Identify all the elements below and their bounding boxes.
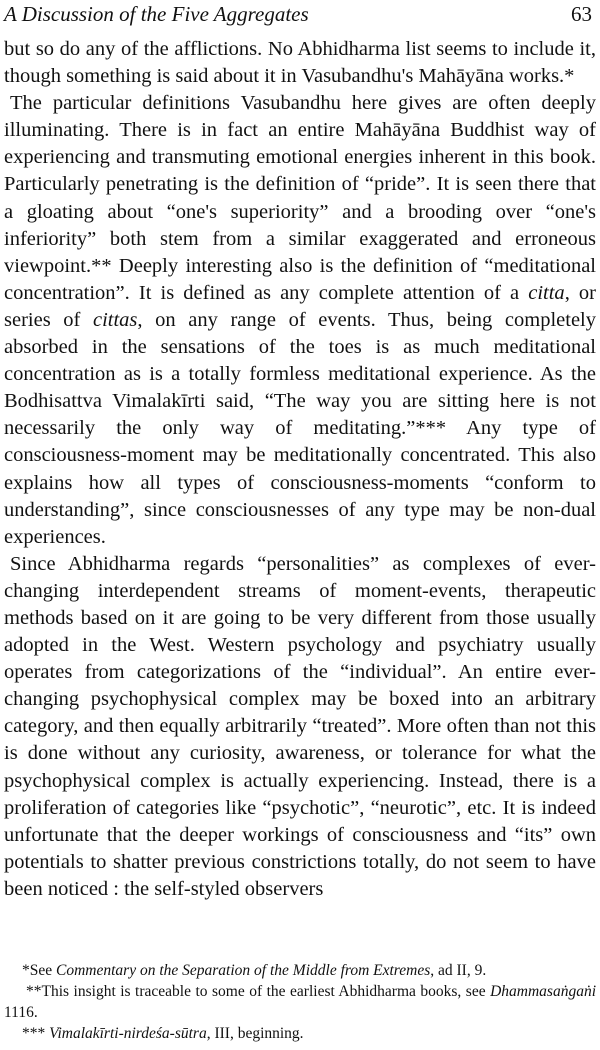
paragraph-text: The particular definitions Vasubandhu here gives are often deeply illuminating. There is in fact an entire Mahāyāna Buddhist way of experiencing and transmuting emotional energies inherent in this book. Particularly penetrating is the definition of “pride”. It is seen there that a gloating about “one's superiority” and a brooding over “one's inferiority” both stem from a similar exaggerated and erroneous viewpoint.** Deeply interesting also is the definition of “meditational concentration”. It is defined as any complete attention of a bbox=[4, 92, 596, 304]
footnote-title: Vimalakīrti-nirdeśa-sūtra bbox=[49, 1025, 207, 1042]
footnote-3 bbox=[4, 1023, 596, 1044]
paragraph-text: , on any range of events. Thus, being completely absorbed in the sensations of the toes is as much meditational concentration as is a totally formless meditational experience. As the Bodhisattva Vimalakīrti said, “The way you are sitting here is not necessarily the only way of meditating.”*** Any type of consciousness-moment may be meditationally concentrated. This also explains how all types of consciousness-moments “conform to understanding”, since consciousnesses of any type may be non-dual experiences. bbox=[4, 308, 596, 548]
footnotes bbox=[4, 960, 596, 1044]
running-head bbox=[4, 2, 592, 34]
paragraph-definitions bbox=[4, 90, 596, 551]
italic-term-cittas: cittas bbox=[92, 308, 138, 331]
footnote-title: Commentary on the Separation of the Middle from Extremes bbox=[56, 962, 431, 979]
footnote-text: 1116. bbox=[4, 1004, 38, 1021]
footnote-title: Dhammasaṅgaṅi bbox=[490, 983, 596, 1000]
running-title: A Discussion of the Five Aggregates bbox=[4, 2, 309, 26]
footnote-marker: *See bbox=[22, 962, 57, 979]
paragraph-text: Since Abhidharma regards “personalities” as complexes of ever-changing interdependent streams of moment-events, therapeutic methods based on it are going to be very different from those usually adopted in the West. Western psychology and psychiatry usually operates from categorizations of the “individual”. An entire ever-changing psychophysical complex may be boxed into an arbitrary category, and then equally arbitrarily “treated”. More often than not this is done without any curiosity, awareness, or tolerance for what the psychophysical complex is actually experiencing. Instead, there is a proliferation of categories like “psychotic”, “neurotic”, etc. It is indeed unfortunate that the deeper workings of consciousness and “its” own potentials to shatter previous constrictions totally, do not seem to have been noticed : the self-styled observers bbox=[4, 552, 596, 900]
body-text bbox=[4, 36, 596, 903]
page-number: 63 bbox=[571, 2, 592, 26]
italic-term-citta: citta bbox=[528, 281, 565, 304]
paragraph-text: but so do any of the afflictions. No Abhidharma list seems to include it, though something is said about it in Vasubandhu's Mahāyāna works.* bbox=[4, 38, 596, 88]
footnote-text: , ad II, 9. bbox=[430, 962, 487, 979]
footnote-1 bbox=[4, 960, 596, 981]
footnote-marker: *** bbox=[22, 1025, 50, 1042]
footnote-text: **This insight is traceable to some of the earliest Abhidharma books, see bbox=[26, 983, 491, 1000]
paragraph-text: , or series of bbox=[4, 281, 596, 331]
paragraph-continued bbox=[4, 36, 596, 90]
footnote-text: , III, beginning. bbox=[206, 1025, 304, 1042]
footnote-2 bbox=[4, 981, 596, 1023]
paragraph-personalities bbox=[4, 551, 596, 903]
